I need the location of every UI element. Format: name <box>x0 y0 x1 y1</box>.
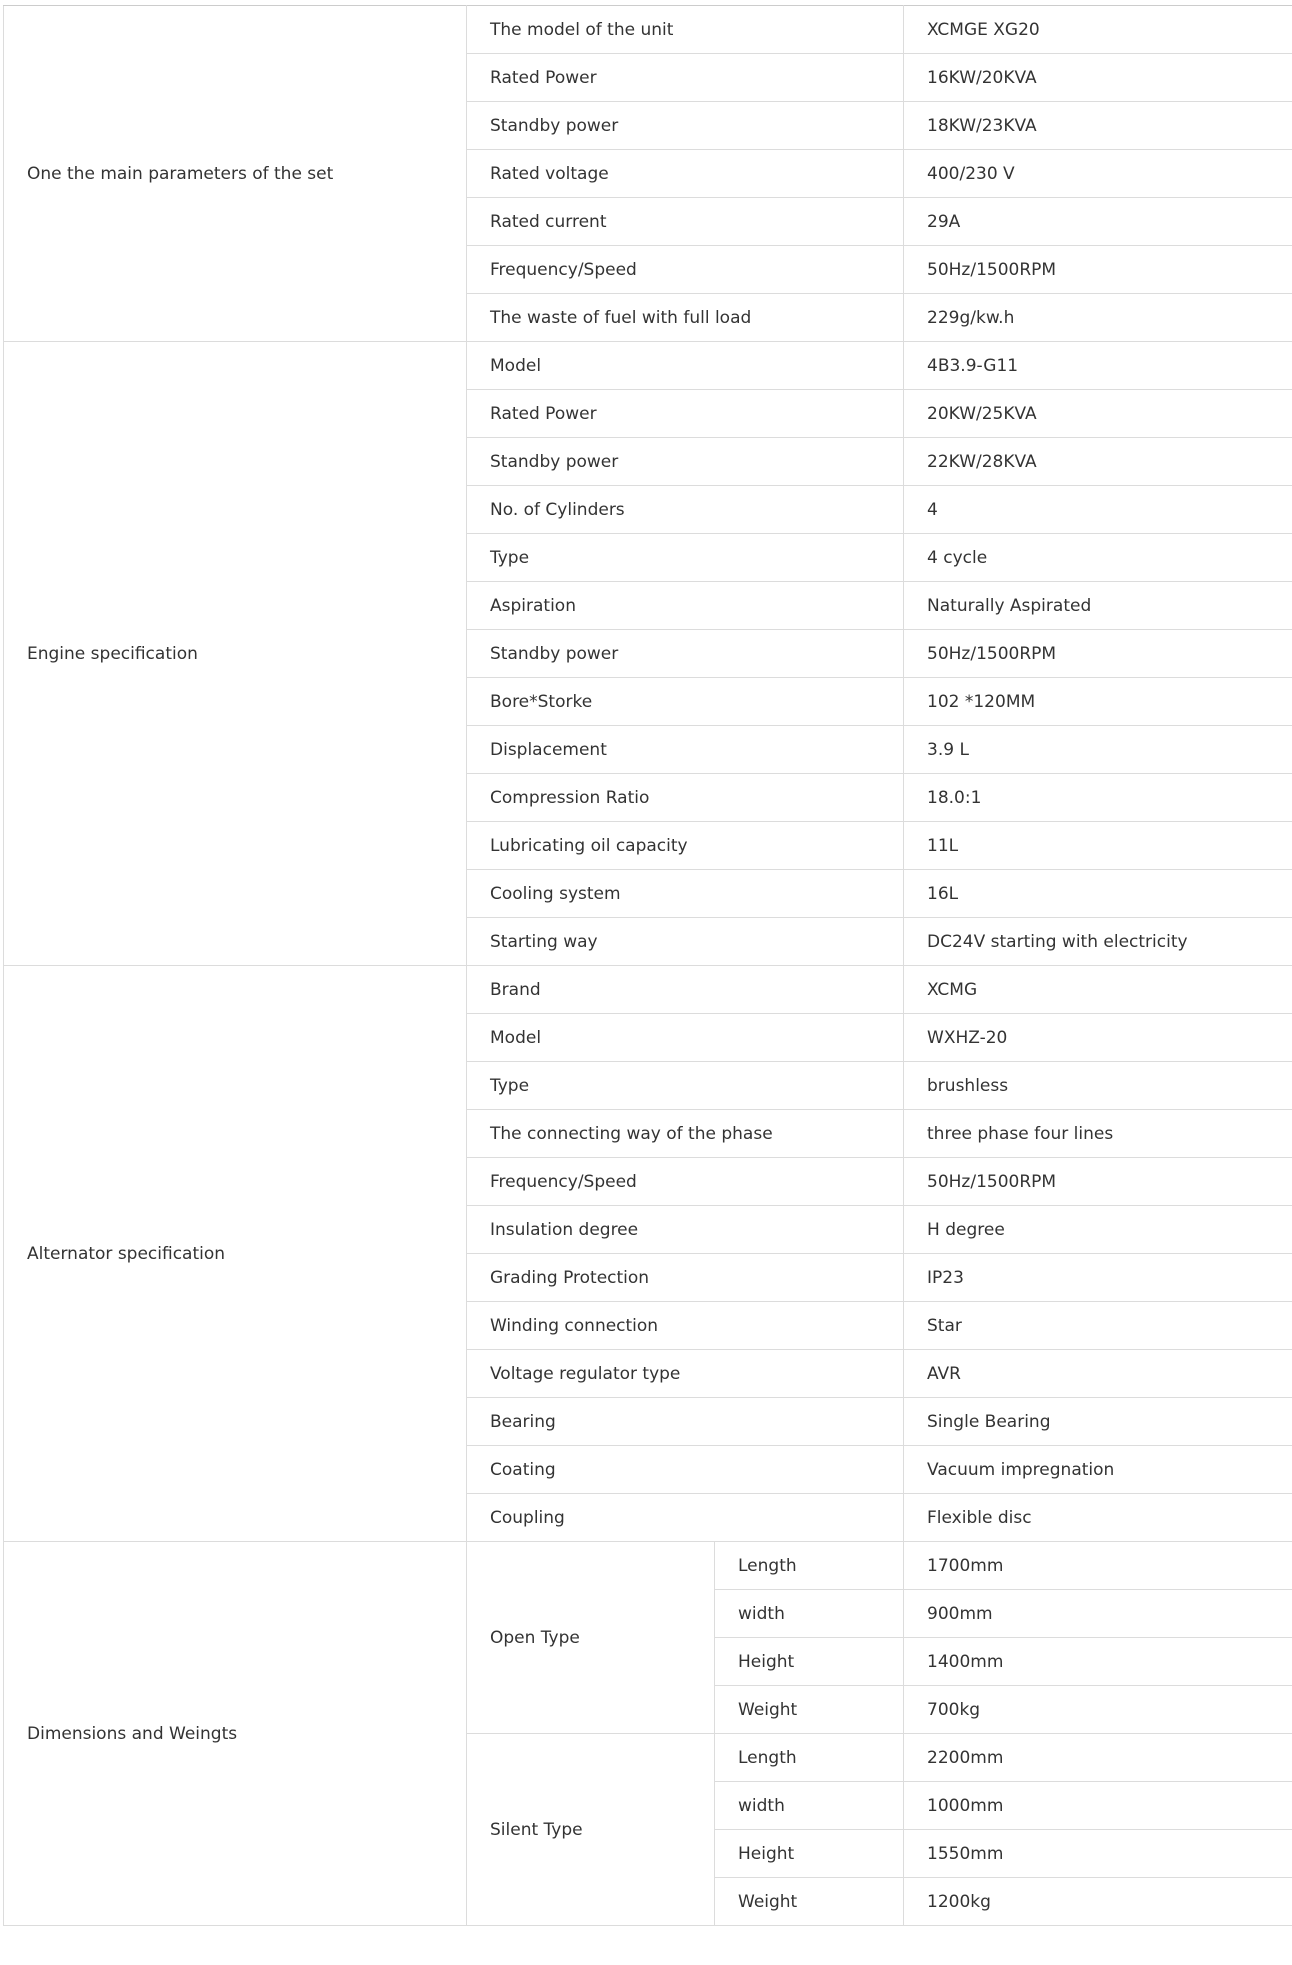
spec-label: Voltage regulator type <box>467 1350 904 1398</box>
spec-value: 18.0:1 <box>904 774 1292 822</box>
spec-value: 4 cycle <box>904 534 1292 582</box>
spec-value: 20KW/25KVA <box>904 390 1292 438</box>
spec-label: Displacement <box>467 726 904 774</box>
spec-value: 1550mm <box>904 1830 1292 1878</box>
spec-value: 400/230 V <box>904 150 1292 198</box>
spec-label: Grading Protection <box>467 1254 904 1302</box>
spec-label: Rated Power <box>467 54 904 102</box>
spec-value: 229g/kw.h <box>904 294 1292 342</box>
dimension-group-name: Silent Type <box>467 1734 715 1926</box>
spec-value: 900mm <box>904 1590 1292 1638</box>
table-row <box>4 342 1292 390</box>
spec-label: Aspiration <box>467 582 904 630</box>
spec-value: 11L <box>904 822 1292 870</box>
spec-label: Standby power <box>467 438 904 486</box>
spec-label: Compression Ratio <box>467 774 904 822</box>
spec-value: Naturally Aspirated <box>904 582 1292 630</box>
spec-value: XCMGE XG20 <box>904 6 1292 54</box>
spec-label: Rated voltage <box>467 150 904 198</box>
spec-label: Insulation degree <box>467 1206 904 1254</box>
spec-value: WXHZ-20 <box>904 1014 1292 1062</box>
spec-value: 1200kg <box>904 1878 1292 1926</box>
spec-label: Lubricating oil capacity <box>467 822 904 870</box>
spec-label: Model <box>467 1014 904 1062</box>
spec-label: Weight <box>715 1686 904 1734</box>
spec-label: Frequency/Speed <box>467 246 904 294</box>
spec-label: Bearing <box>467 1398 904 1446</box>
spec-value: 16KW/20KVA <box>904 54 1292 102</box>
spec-label: Height <box>715 1830 904 1878</box>
table-row <box>4 6 1292 54</box>
spec-label: Rated Power <box>467 390 904 438</box>
spec-label: Type <box>467 1062 904 1110</box>
spec-table-body <box>4 6 1292 1926</box>
spec-label: Winding connection <box>467 1302 904 1350</box>
spec-value: Vacuum impregnation <box>904 1446 1292 1494</box>
spec-label: Coupling <box>467 1494 904 1542</box>
spec-value: 4 <box>904 486 1292 534</box>
spec-label: Standby power <box>467 630 904 678</box>
spec-value: IP23 <box>904 1254 1292 1302</box>
spec-value: 50Hz/1500RPM <box>904 246 1292 294</box>
spec-value: 1400mm <box>904 1638 1292 1686</box>
section-title: Engine specification <box>4 342 467 966</box>
spec-value: Star <box>904 1302 1292 1350</box>
spec-label: width <box>715 1590 904 1638</box>
spec-label: Starting way <box>467 918 904 966</box>
spec-label: Bore*Storke <box>467 678 904 726</box>
spec-value: AVR <box>904 1350 1292 1398</box>
spec-label: The connecting way of the phase <box>467 1110 904 1158</box>
section-title: Dimensions and Weingts <box>4 1542 467 1926</box>
spec-label: Length <box>715 1542 904 1590</box>
spec-value: 1000mm <box>904 1782 1292 1830</box>
spec-value: H degree <box>904 1206 1292 1254</box>
table-row <box>4 966 1292 1014</box>
spec-label: Brand <box>467 966 904 1014</box>
section-title: Alternator specification <box>4 966 467 1542</box>
spec-label: No. of Cylinders <box>467 486 904 534</box>
spec-value: 22KW/28KVA <box>904 438 1292 486</box>
spec-value: 50Hz/1500RPM <box>904 630 1292 678</box>
spec-table <box>3 5 1292 1926</box>
spec-value: 50Hz/1500RPM <box>904 1158 1292 1206</box>
spec-label: The model of the unit <box>467 6 904 54</box>
spec-value: 1700mm <box>904 1542 1292 1590</box>
section-title: One the main parameters of the set <box>4 6 467 342</box>
spec-value: Single Bearing <box>904 1398 1292 1446</box>
spec-label: width <box>715 1782 904 1830</box>
table-row <box>4 1542 1292 1590</box>
spec-label: Frequency/Speed <box>467 1158 904 1206</box>
spec-value: 18KW/23KVA <box>904 102 1292 150</box>
spec-value: brushless <box>904 1062 1292 1110</box>
spec-label: Coating <box>467 1446 904 1494</box>
spec-label: Standby power <box>467 102 904 150</box>
spec-label: Height <box>715 1638 904 1686</box>
spec-value: 102 *120MM <box>904 678 1292 726</box>
spec-value: XCMG <box>904 966 1292 1014</box>
spec-label: The waste of fuel with full load <box>467 294 904 342</box>
spec-value: three phase four lines <box>904 1110 1292 1158</box>
spec-value: 3.9 L <box>904 726 1292 774</box>
spec-value: 29A <box>904 198 1292 246</box>
spec-label: Rated current <box>467 198 904 246</box>
spec-label: Weight <box>715 1878 904 1926</box>
spec-value: 16L <box>904 870 1292 918</box>
spec-label: Length <box>715 1734 904 1782</box>
spec-value: 700kg <box>904 1686 1292 1734</box>
dimension-group-name: Open Type <box>467 1542 715 1734</box>
spec-value: 2200mm <box>904 1734 1292 1782</box>
spec-value: Flexible disc <box>904 1494 1292 1542</box>
spec-label: Model <box>467 342 904 390</box>
spec-value: DC24V starting with electricity <box>904 918 1292 966</box>
spec-label: Cooling system <box>467 870 904 918</box>
spec-value: 4B3.9-G11 <box>904 342 1292 390</box>
spec-label: Type <box>467 534 904 582</box>
